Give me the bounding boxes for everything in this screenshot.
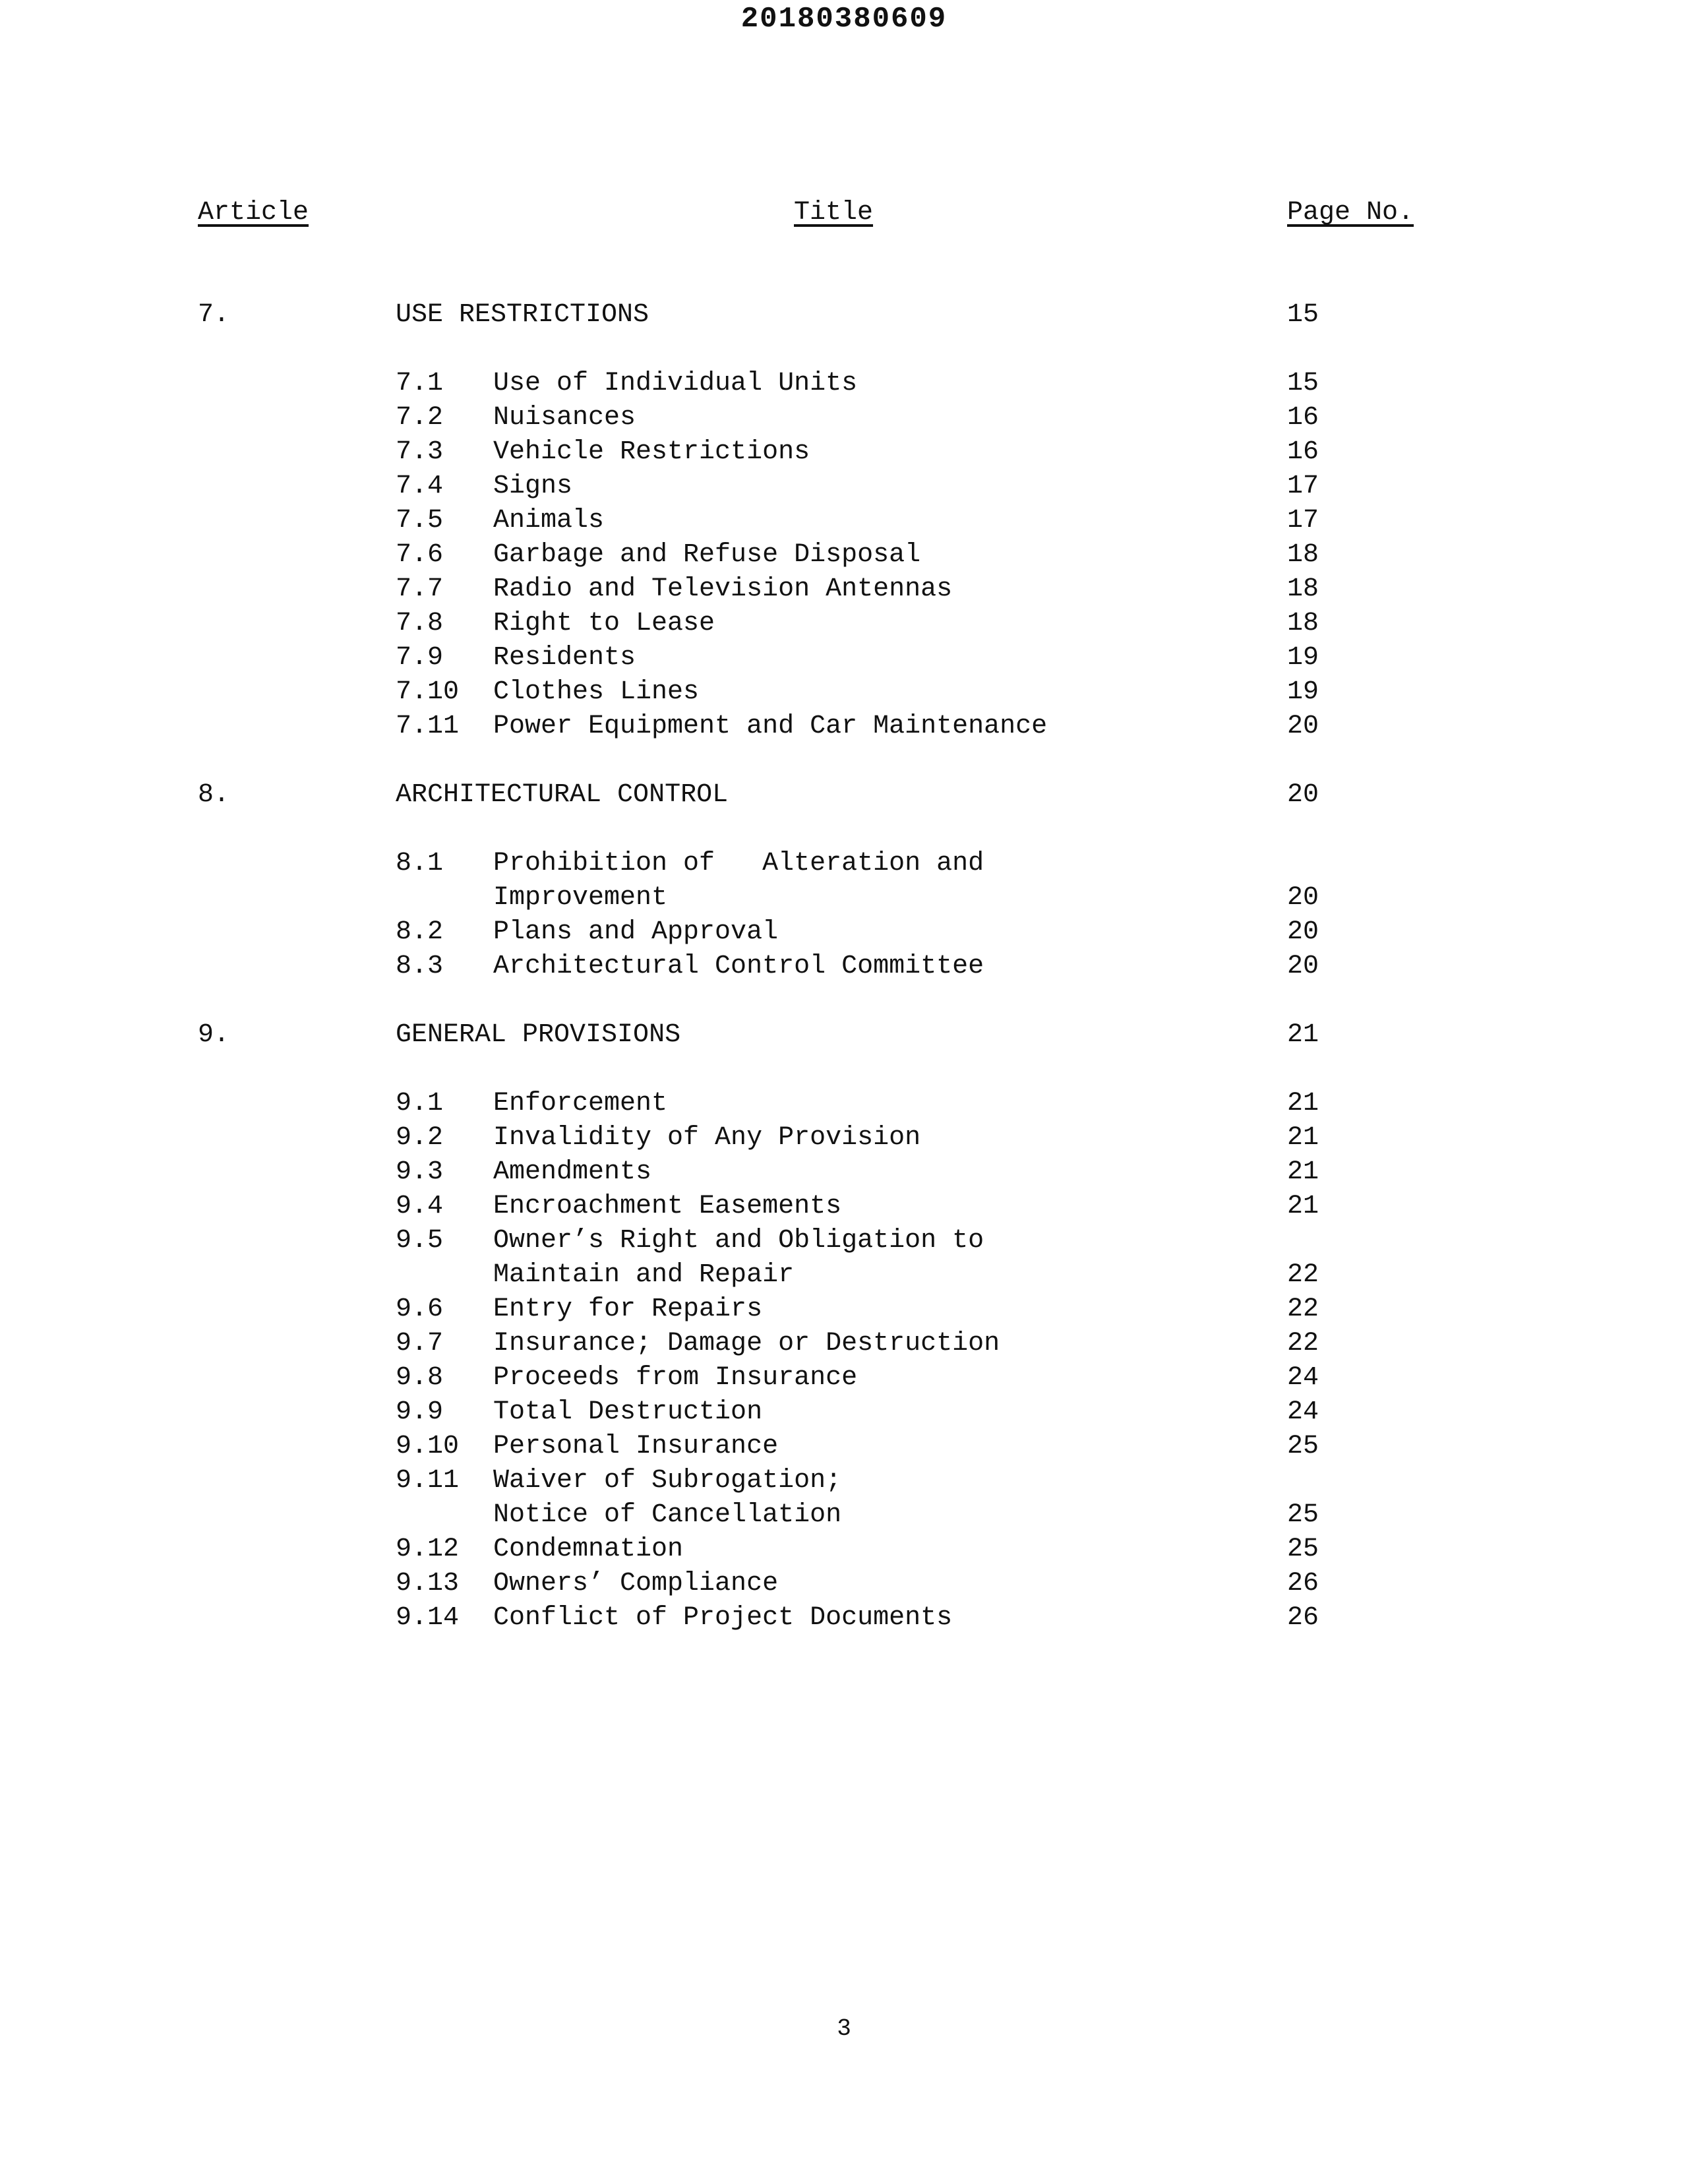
section-page: 22 — [1287, 1329, 1319, 1358]
section-row — [0, 1532, 1688, 1567]
section-title: Residents — [493, 643, 636, 673]
section-row — [0, 538, 1688, 572]
section-row — [0, 1190, 1688, 1224]
section-page: 19 — [1287, 643, 1319, 673]
section-title: Insurance; Damage or Destruction — [493, 1329, 1000, 1358]
section-row — [0, 847, 1688, 881]
article-row — [0, 1018, 1688, 1052]
article-number: 9. — [198, 1020, 230, 1050]
section-number: 9.11 — [396, 1466, 460, 1496]
section-title: Garbage and Refuse Disposal — [493, 540, 921, 570]
article-row — [0, 298, 1688, 332]
section-title: Enforcement — [493, 1089, 668, 1118]
section-row — [0, 710, 1688, 744]
section-number: 7.8 — [396, 609, 444, 638]
section-row — [0, 950, 1688, 984]
section-row — [0, 1601, 1688, 1635]
section-number: 7.3 — [396, 437, 444, 467]
section-row — [0, 1121, 1688, 1155]
section-number: 7.4 — [396, 471, 444, 501]
section-number: 9.1 — [396, 1089, 444, 1118]
section-number: 9.5 — [396, 1226, 444, 1256]
article-page: 15 — [1287, 300, 1319, 330]
section-number: 7.6 — [396, 540, 444, 570]
section-row — [0, 881, 1688, 915]
article-title: GENERAL PROVISIONS — [396, 1020, 681, 1050]
section-title: Total Destruction — [493, 1397, 763, 1427]
section-number: 7.2 — [396, 403, 444, 433]
section-number: 9.3 — [396, 1157, 444, 1187]
document-number: 20180380609 — [740, 3, 948, 36]
section-title: Conflict of Project Documents — [493, 1603, 953, 1633]
section-number: 9.2 — [396, 1123, 444, 1153]
section-number: 8.3 — [396, 952, 444, 981]
section-title: Nuisances — [493, 403, 636, 433]
section-page: 25 — [1287, 1432, 1319, 1461]
section-row — [0, 1567, 1688, 1601]
section-page: 24 — [1287, 1363, 1319, 1393]
section-row — [0, 1395, 1688, 1430]
section-page: 21 — [1287, 1123, 1319, 1153]
section-title: Vehicle Restrictions — [493, 437, 810, 467]
section-page: 16 — [1287, 403, 1319, 433]
section-number: 9.9 — [396, 1397, 444, 1427]
section-row — [0, 1430, 1688, 1464]
section-row — [0, 641, 1688, 675]
section-page: 26 — [1287, 1569, 1319, 1598]
section-row — [0, 1361, 1688, 1395]
section-title: Maintain and Repair — [493, 1260, 795, 1290]
section-row — [0, 915, 1688, 950]
section-page: 20 — [1287, 952, 1319, 981]
section-page: 26 — [1287, 1603, 1319, 1633]
article-page: 21 — [1287, 1020, 1319, 1050]
section-number: 9.12 — [396, 1534, 460, 1564]
section-row — [0, 367, 1688, 401]
section-page: 21 — [1287, 1157, 1319, 1187]
section-row — [0, 470, 1688, 504]
section-number: 8.1 — [396, 849, 444, 878]
section-number: 9.8 — [396, 1363, 444, 1393]
section-title: Entry for Repairs — [493, 1294, 763, 1324]
section-title: Encroachment Easements — [493, 1192, 842, 1221]
article-number: 7. — [198, 300, 230, 330]
section-number: 8.2 — [396, 917, 444, 947]
section-number: 7.10 — [396, 677, 460, 707]
section-number: 9.4 — [396, 1192, 444, 1221]
column-header-article: Article — [198, 198, 309, 228]
section-page: 17 — [1287, 506, 1319, 535]
section-row — [0, 504, 1688, 538]
article-page: 20 — [1287, 780, 1319, 810]
section-title: Animals — [493, 506, 605, 535]
section-row — [0, 1464, 1688, 1498]
section-row — [0, 607, 1688, 641]
column-header-page-no: Page No. — [1287, 198, 1414, 228]
section-title: Clothes Lines — [493, 677, 700, 707]
section-page: 18 — [1287, 609, 1319, 638]
article-row — [0, 778, 1688, 812]
section-title: Amendments — [493, 1157, 652, 1187]
section-row — [0, 1087, 1688, 1121]
section-row — [0, 675, 1688, 710]
section-number: 7.1 — [396, 369, 444, 398]
section-row — [0, 1258, 1688, 1292]
section-page: 22 — [1287, 1260, 1319, 1290]
section-page: 20 — [1287, 883, 1319, 913]
section-row — [0, 572, 1688, 607]
section-row — [0, 1327, 1688, 1361]
section-number: 9.10 — [396, 1432, 460, 1461]
section-number: 9.13 — [396, 1569, 460, 1598]
section-title: Condemnation — [493, 1534, 684, 1564]
section-number: 7.5 — [396, 506, 444, 535]
section-page: 18 — [1287, 574, 1319, 604]
section-number: 7.11 — [396, 712, 460, 741]
section-title: Power Equipment and Car Maintenance — [493, 712, 1048, 741]
article-title: ARCHITECTURAL CONTROL — [396, 780, 729, 810]
section-row — [0, 1498, 1688, 1532]
section-page: 20 — [1287, 712, 1319, 741]
section-number: 9.14 — [396, 1603, 460, 1633]
section-row — [0, 1224, 1688, 1258]
section-page: 21 — [1287, 1192, 1319, 1221]
section-number: 9.6 — [396, 1294, 444, 1324]
page-number: 3 — [837, 2015, 851, 2042]
section-page: 19 — [1287, 677, 1319, 707]
section-page: 18 — [1287, 540, 1319, 570]
article-title: USE RESTRICTIONS — [396, 300, 649, 330]
section-row — [0, 1155, 1688, 1190]
section-title: Improvement — [493, 883, 668, 913]
section-page: 21 — [1287, 1089, 1319, 1118]
section-page: 17 — [1287, 471, 1319, 501]
section-title: Owners’ Compliance — [493, 1569, 779, 1598]
section-page: 25 — [1287, 1534, 1319, 1564]
section-title: Right to Lease — [493, 609, 715, 638]
section-title: Signs — [493, 471, 573, 501]
section-title: Prohibition of Alteration and — [493, 849, 984, 878]
table-of-contents — [0, 298, 1688, 1635]
section-number: 7.7 — [396, 574, 444, 604]
section-title: Architectural Control Committee — [493, 952, 984, 981]
section-title: Use of Individual Units — [493, 369, 858, 398]
section-page: 20 — [1287, 917, 1319, 947]
section-title: Waiver of Subrogation; — [493, 1466, 842, 1496]
article-number: 8. — [198, 780, 230, 810]
section-title: Radio and Television Antennas — [493, 574, 953, 604]
section-title: Owner’s Right and Obligation to — [493, 1226, 984, 1256]
section-page: 15 — [1287, 369, 1319, 398]
section-row — [0, 435, 1688, 470]
section-title: Proceeds from Insurance — [493, 1363, 858, 1393]
column-header-title: Title — [794, 198, 874, 228]
section-title: Notice of Cancellation — [493, 1500, 842, 1530]
section-number: 9.7 — [396, 1329, 444, 1358]
section-number: 7.9 — [396, 643, 444, 673]
section-title: Invalidity of Any Provision — [493, 1123, 921, 1153]
section-page: 22 — [1287, 1294, 1319, 1324]
section-title: Personal Insurance — [493, 1432, 779, 1461]
section-row — [0, 1292, 1688, 1327]
section-title: Plans and Approval — [493, 917, 779, 947]
section-row — [0, 401, 1688, 435]
section-page: 25 — [1287, 1500, 1319, 1530]
section-page: 24 — [1287, 1397, 1319, 1427]
section-page: 16 — [1287, 437, 1319, 467]
